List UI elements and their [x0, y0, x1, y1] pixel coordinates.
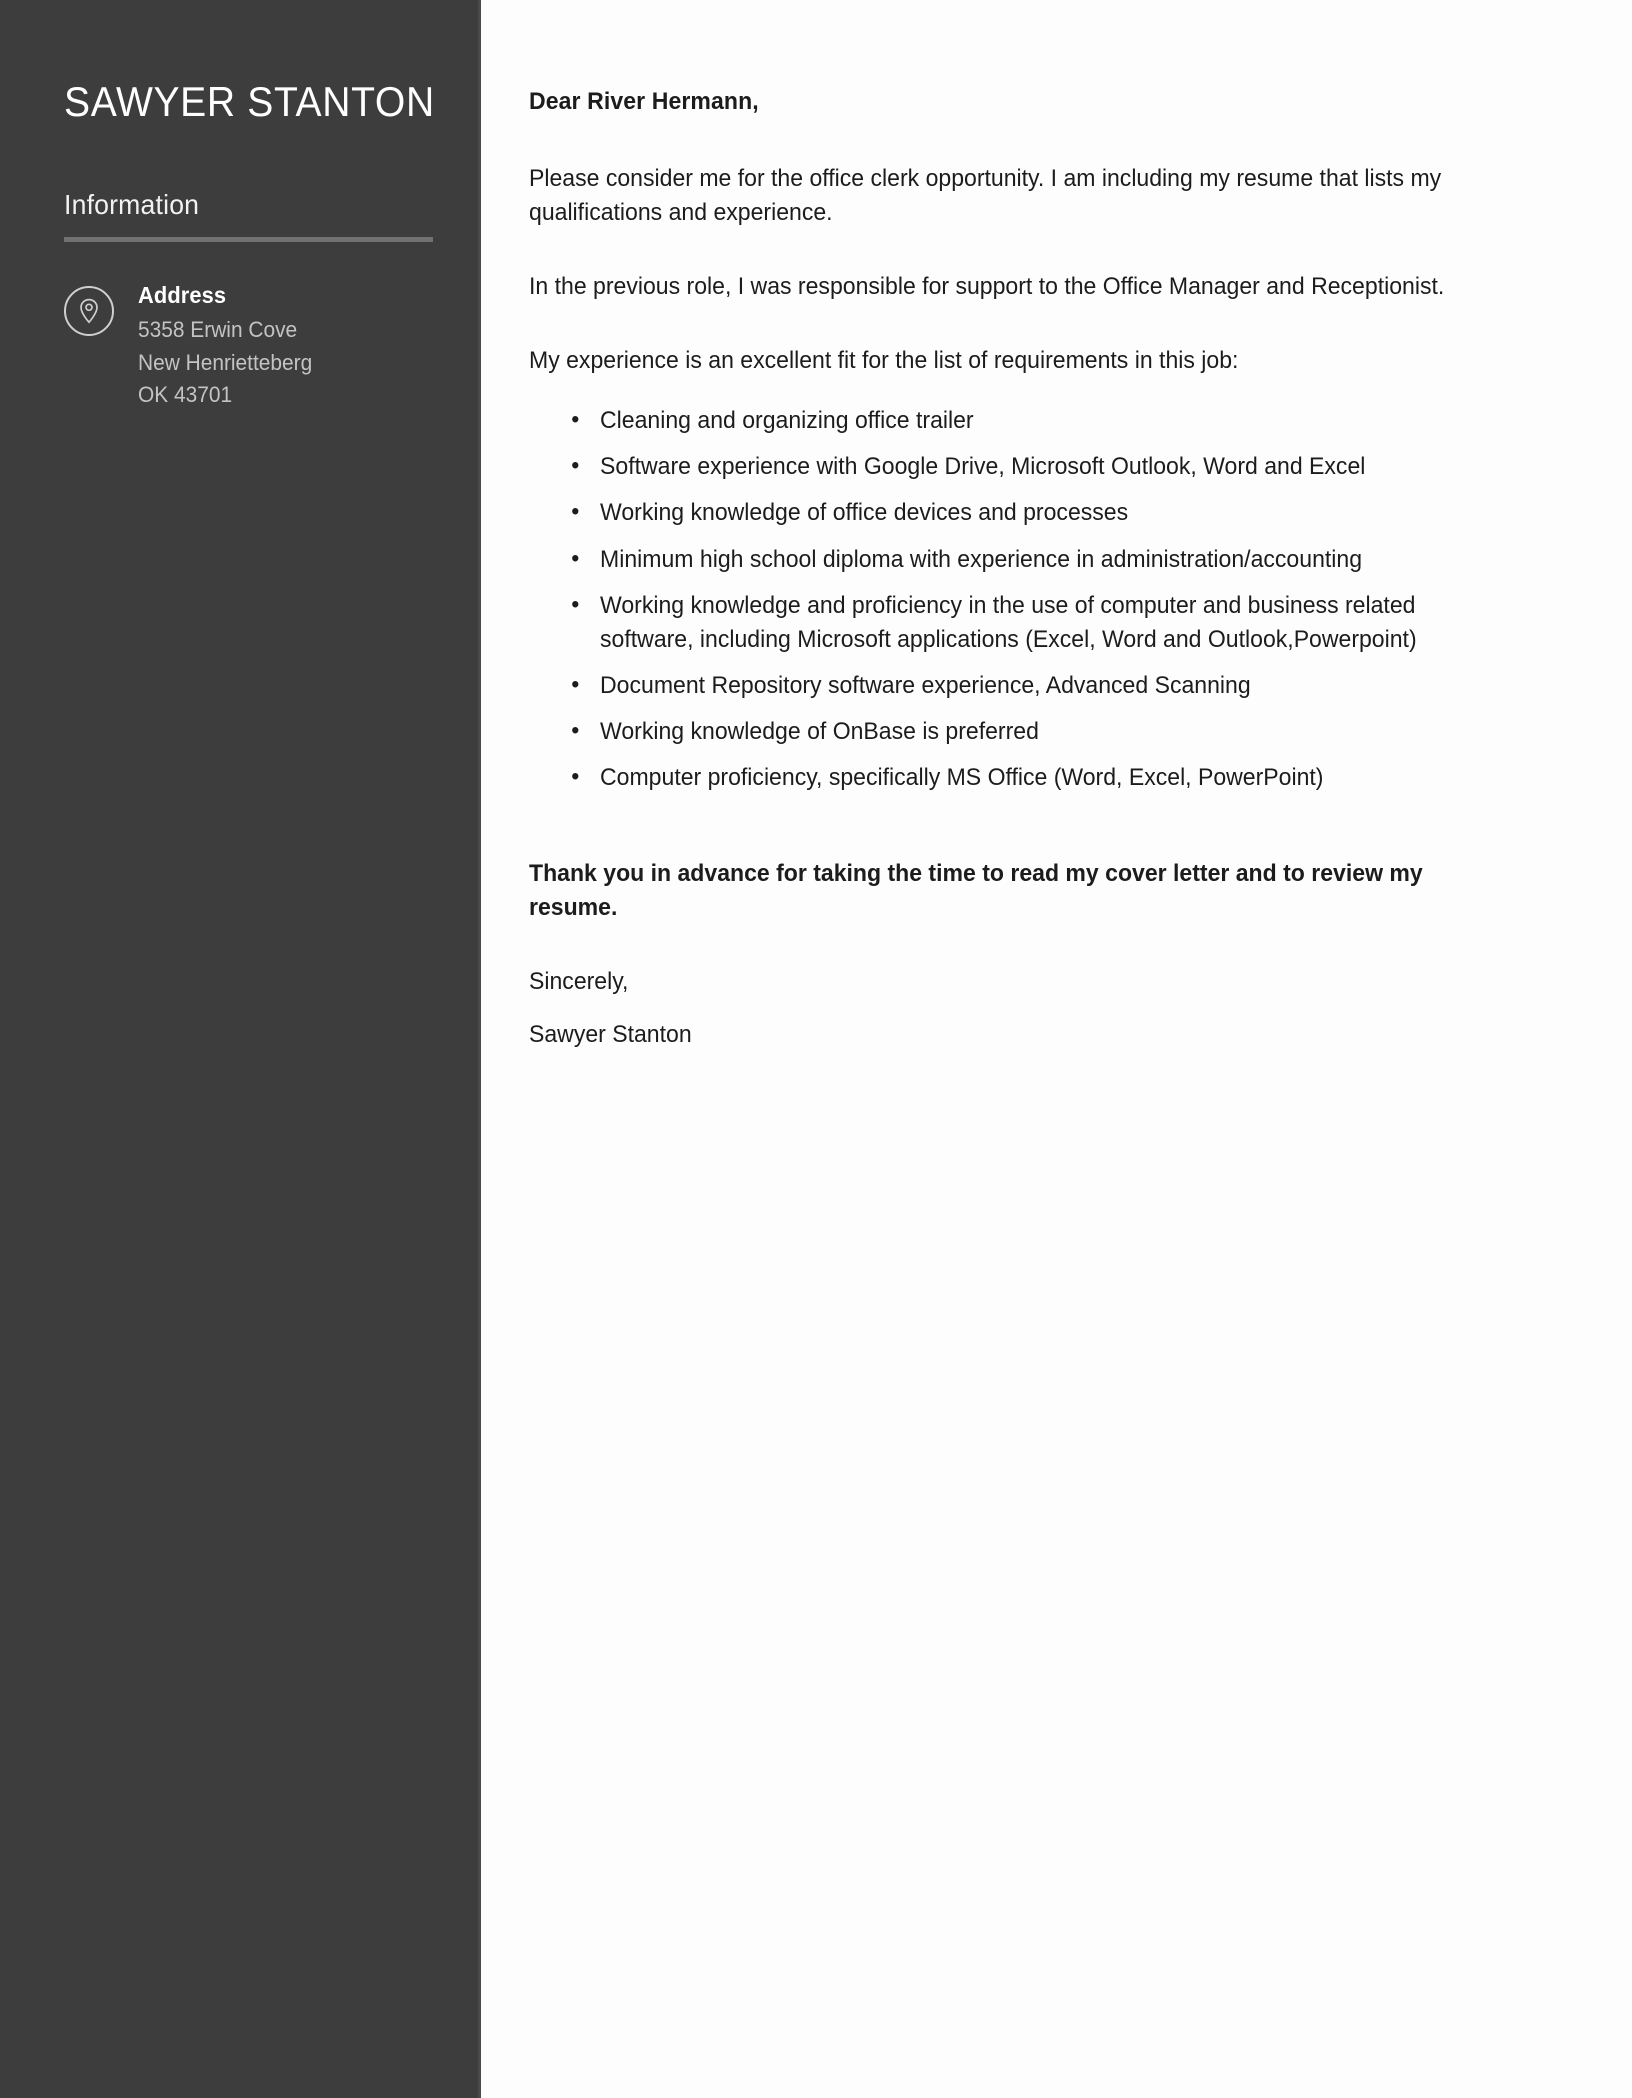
list-item: • Minimum high school diploma with experience in administration/accounting — [571, 543, 1484, 577]
paragraph-requirements-lead: My experience is an excellent fit for the list of requirements in this job: — [529, 347, 1239, 375]
signoff: Sincerely, — [529, 968, 629, 996]
information-section-heading: Information — [64, 189, 200, 221]
section-divider — [64, 237, 433, 242]
signature-name: Sawyer Stanton — [529, 1021, 692, 1049]
list-item: • Software experience with Google Drive, Microsoft Outlook, Word and Excel — [571, 450, 1484, 484]
location-pin-icon — [64, 286, 114, 336]
paragraph-intro: Please consider me for the office clerk opportunity. I am including my resume that lists my qualifications and experience. — [529, 165, 1442, 227]
address-label: Address — [138, 282, 227, 309]
list-item: • Working knowledge of OnBase is preferred — [571, 715, 1484, 749]
address-line-2: New Henrietteberg — [138, 349, 313, 375]
list-item: • Working knowledge of office devices and processes — [571, 496, 1484, 530]
closing-statement: Thank you in advance for taking the time to read my cover letter and to review my resume. — [529, 860, 1423, 922]
address-line-1: 5358 Erwin Cove — [138, 317, 298, 343]
address-line-3: OK 43701 — [138, 382, 233, 408]
sidebar — [0, 0, 481, 2098]
list-item: • Document Repository software experience, Advanced Scanning — [571, 669, 1484, 703]
requirements-list — [529, 404, 1484, 795]
candidate-name: SAWYER STANTON — [64, 78, 435, 125]
address-block — [64, 282, 433, 412]
salutation: Dear River Hermann, — [529, 88, 759, 115]
paragraph-previous-role: In the previous role, I was responsible for support to the Office Manager and Receptionist. — [529, 273, 1445, 301]
list-item: • Computer proficiency, specifically MS Office (Word, Excel, PowerPoint) — [571, 761, 1484, 795]
list-item: • Cleaning and organizing office trailer — [571, 404, 1484, 438]
list-item: • Working knowledge and proficiency in the use of computer and business related software, including Microsoft applications (Excel, Word and Outlook,Powerpoint) — [571, 589, 1484, 657]
letter-body — [481, 0, 1632, 2098]
